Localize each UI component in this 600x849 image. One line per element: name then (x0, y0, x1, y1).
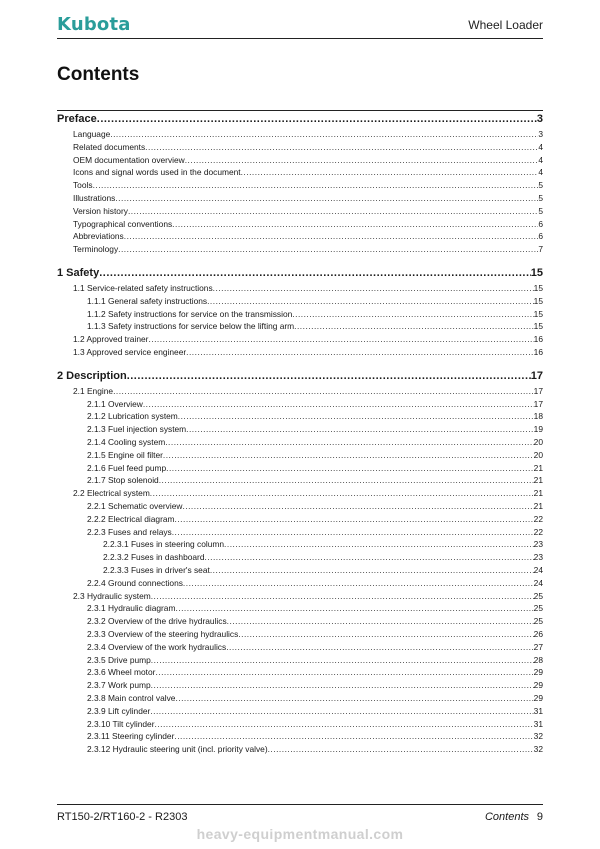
toc-entry[interactable] (73, 155, 543, 165)
toc-entry-page: 31 (533, 718, 543, 729)
toc-entry-title: 2.1.7 Stop solenoid (87, 475, 159, 486)
toc-entry-title: Preface (57, 113, 97, 125)
toc-entry-page: 4 (538, 154, 543, 165)
toc-entry-title: 2 Description (57, 369, 127, 382)
toc-entry-page: 3 (536, 113, 543, 125)
toc-entry-page: 15 (533, 308, 543, 319)
toc-entry-title: 2.3.12 Hydraulic steering unit (incl. priority valve) (87, 744, 268, 755)
toc-leader-dots (205, 552, 534, 562)
toc-entry-title: 1.1 Service-related safety instructions (73, 283, 213, 293)
toc-leader-dots (241, 167, 539, 177)
toc-entry[interactable] (73, 283, 543, 293)
toc-entry-page: 22 (533, 526, 543, 537)
toc-entry-page: 17 (530, 369, 543, 382)
toc-leader-dots (150, 706, 533, 716)
toc-entry-page: 15 (533, 321, 543, 332)
toc-entry[interactable] (103, 539, 543, 549)
toc-entry-page: 20 (533, 449, 543, 460)
page-header (57, 14, 543, 39)
toc-leader-dots (227, 616, 534, 626)
toc-entry[interactable] (57, 113, 543, 125)
watermark: heavy-equipmentmanual.com (196, 826, 404, 842)
toc-entry[interactable] (87, 411, 543, 421)
page-footer (57, 804, 543, 823)
toc-entry-title: 2.3.4 Overview of the work hydraulics (87, 641, 227, 652)
toc-leader-dots (238, 629, 533, 639)
toc-leader-dots (159, 475, 534, 485)
toc-entry[interactable] (73, 244, 543, 254)
toc-entry[interactable] (87, 719, 543, 729)
toc-leader-dots (292, 309, 533, 319)
footer-section: Contents (484, 811, 529, 823)
toc-entry-title: 2.2.3.3 Fuses in driver's seat (103, 565, 210, 575)
toc-entry[interactable] (73, 334, 543, 344)
toc-entry-title: Illustrations (73, 193, 116, 203)
toc-entry-title: Language (73, 129, 111, 139)
toc-entry[interactable] (103, 565, 543, 575)
toc-entry-page: 6 (538, 218, 543, 229)
toc-entry-title: 2.1 Engine (73, 385, 114, 396)
toc-entry-page: 17 (533, 385, 543, 396)
toc-entry-title: 1.2 Approved trainer (73, 334, 149, 345)
toc-entry-title: 2.1.3 Fuel injection system (87, 424, 187, 435)
toc-entry[interactable] (87, 680, 543, 690)
toc-entry[interactable] (73, 591, 543, 601)
toc-entry-title: 2.3 Hydraulic system (73, 590, 151, 601)
toc-entry-page: 16 (533, 347, 543, 357)
toc-entry[interactable] (87, 399, 543, 409)
toc-entry[interactable] (87, 424, 543, 434)
toc-entry-title: 2.2.1 Schematic overview (87, 501, 183, 511)
toc-entry[interactable] (87, 296, 543, 306)
toc-entry-title: 1 Safety (57, 267, 100, 279)
document-type: Wheel Loader (468, 18, 543, 32)
toc-entry[interactable] (73, 193, 543, 203)
toc-entry[interactable] (87, 578, 543, 588)
toc-entry[interactable] (87, 603, 543, 613)
toc-entry[interactable] (73, 206, 543, 216)
toc-leader-dots (115, 193, 538, 203)
toc-leader-dots (151, 680, 534, 690)
toc-entry-title: 2.1.2 Lubrication system (87, 411, 178, 422)
toc-entry-title: 1.3 Approved service engineer (73, 347, 187, 357)
toc-entry-page: 5 (538, 180, 543, 191)
toc-entry[interactable] (73, 488, 543, 498)
toc-leader-dots (150, 488, 534, 498)
toc-entry-page: 28 (533, 654, 543, 665)
toc-leader-dots (155, 719, 534, 729)
toc-entry-page: 4 (538, 167, 543, 178)
toc-leader-dots (93, 180, 539, 190)
toc-leader-dots (175, 603, 533, 613)
toc-entry-page: 18 (533, 411, 543, 422)
table-of-contents (57, 110, 543, 755)
toc-leader-dots (151, 591, 534, 601)
toc-entry-title: 2.2.2 Electrical diagram (87, 513, 175, 524)
toc-entry-page: 25 (533, 603, 543, 614)
toc-entry-title: 2.2.3.1 Fuses in steering column (103, 539, 225, 550)
toc-entry[interactable] (73, 180, 543, 190)
toc-leader-dots (213, 283, 534, 293)
toc-leader-dots (175, 693, 533, 703)
toc-leader-dots (186, 424, 534, 434)
toc-entry-title: 2.1.6 Fuel feed pump (87, 462, 167, 473)
toc-entry[interactable] (87, 309, 543, 319)
toc-entry-page: 15 (530, 267, 543, 279)
toc-entry[interactable] (73, 231, 543, 241)
toc-entry-page: 32 (533, 744, 543, 755)
toc-entry-title: 2.1.1 Overview (87, 398, 143, 409)
toc-entry-title: 2.3.9 Lift cylinder (87, 705, 151, 716)
toc-entry-title: 1.1.2 Safety instructions for service on the transmission (87, 308, 293, 319)
toc-leader-dots (182, 501, 533, 511)
toc-entry-page: 21 (533, 488, 543, 499)
toc-leader-dots (155, 667, 533, 677)
toc-leader-dots (151, 655, 534, 665)
toc-entry-page: 5 (538, 205, 543, 216)
toc-entry[interactable] (87, 501, 543, 511)
toc-entry-title: 2.2.4 Ground connections (87, 577, 183, 588)
toc-entry-page: 23 (533, 552, 543, 563)
toc-leader-dots (185, 155, 539, 165)
toc-entry[interactable] (87, 450, 543, 460)
toc-entry-title: 2.3.1 Hydraulic diagram (87, 603, 176, 614)
toc-leader-dots (174, 731, 533, 741)
toc-entry-page: 4 (538, 141, 543, 152)
toc-entry-title: Version history (73, 205, 128, 216)
toc-entry[interactable] (87, 655, 543, 665)
toc-leader-dots (110, 129, 538, 139)
toc-entry-page: 15 (533, 283, 543, 293)
toc-entry-title: 2.2.3 Fuses and relays (87, 526, 172, 537)
toc-leader-dots (172, 219, 538, 229)
toc-entry-page: 29 (533, 667, 543, 678)
toc-entry[interactable] (57, 267, 543, 279)
toc-entry-title: 2.3.5 Drive pump (87, 654, 151, 665)
toc-entry[interactable] (87, 731, 543, 741)
toc-leader-dots (210, 565, 534, 575)
toc-leader-dots (178, 411, 534, 421)
kubota-logo: Kubota (57, 14, 131, 35)
toc-entry[interactable] (87, 744, 543, 754)
toc-entry-title: 2.2.3.2 Fuses in dashboard (103, 552, 205, 563)
toc-leader-dots (143, 399, 534, 409)
toc-entry[interactable] (73, 167, 543, 177)
toc-entry[interactable] (73, 142, 543, 152)
toc-entry-page: 17 (533, 398, 543, 409)
toc-entry-page: 16 (533, 334, 543, 345)
toc-leader-dots (163, 450, 534, 460)
toc-entry-title: Abbreviations (73, 231, 124, 242)
toc-leader-dots (226, 642, 533, 652)
toc-entry[interactable] (87, 514, 543, 524)
toc-leader-dots (118, 244, 538, 254)
toc-entry-page: 24 (533, 565, 543, 575)
toc-entry[interactable] (87, 706, 543, 716)
toc-entry-page: 29 (533, 680, 543, 691)
toc-leader-dots (294, 321, 534, 331)
toc-entry-title: 1.1.1 General safety instructions (87, 295, 208, 306)
toc-entry[interactable] (103, 552, 543, 562)
toc-entry[interactable] (87, 321, 543, 331)
toc-entry-title: 2.1.4 Cooling system (87, 437, 166, 447)
toc-entry-page: 15 (533, 295, 543, 306)
toc-leader-dots (165, 437, 533, 447)
toc-entry-page: 25 (533, 616, 543, 627)
toc-entry[interactable] (87, 642, 543, 652)
toc-entry[interactable] (57, 370, 543, 382)
toc-leader-dots (124, 231, 539, 241)
toc-entry-page: 6 (538, 231, 543, 242)
toc-leader-dots (99, 267, 531, 279)
toc-entry[interactable] (87, 527, 543, 537)
toc-leader-dots (172, 527, 534, 537)
toc-entry-title: 2.1.5 Engine oil filter (87, 449, 163, 460)
toc-entry-page: 26 (533, 629, 543, 639)
footer-model: RT150-2/RT160-2 - R2303 (57, 811, 188, 823)
toc-entry-title: OEM documentation overview (73, 154, 185, 165)
toc-leader-dots (224, 539, 534, 549)
toc-entry-page: 21 (533, 501, 543, 511)
toc-entry-page: 19 (533, 424, 543, 435)
toc-leader-dots (145, 142, 538, 152)
toc-leader-dots (148, 334, 533, 344)
toc-entry-title: 1.1.3 Safety instructions for service below the lifting arm (87, 321, 295, 332)
toc-leader-dots (268, 744, 534, 754)
toc-entry-title: Typographical conventions (73, 218, 173, 229)
toc-entry[interactable] (73, 129, 543, 139)
toc-entry-page: 23 (533, 539, 543, 550)
toc-entry-page: 5 (538, 193, 543, 203)
toc-entry-page: 7 (538, 244, 543, 255)
toc-leader-dots (166, 463, 534, 473)
toc-entry-title: 2.3.3 Overview of the steering hydraulics (87, 629, 239, 639)
toc-entry-page: 24 (533, 577, 543, 588)
toc-entry-page: 25 (533, 590, 543, 601)
toc-entry-page: 22 (533, 513, 543, 524)
toc-entry-title: 2.3.10 Tilt cylinder (87, 718, 155, 729)
toc-entry-page: 20 (533, 437, 543, 447)
toc-entry[interactable] (87, 629, 543, 639)
toc-entry[interactable] (87, 437, 543, 447)
toc-entry-page: 29 (533, 693, 543, 703)
toc-entry-page: 27 (533, 641, 543, 652)
toc-leader-dots (127, 370, 531, 382)
footer-page-number: 9 (536, 811, 543, 823)
toc-entry-title: Icons and signal words used in the document (73, 167, 241, 178)
toc-leader-dots (186, 347, 534, 357)
toc-entry[interactable] (73, 347, 543, 357)
toc-entry-title: 2.3.7 Work pump (87, 680, 151, 691)
toc-leader-dots (207, 296, 534, 306)
toc-entry[interactable] (87, 693, 543, 703)
toc-leader-dots (113, 386, 534, 396)
toc-entry-title: 2.3.8 Main control valve (87, 693, 176, 703)
toc-entry-title: 2.3.11 Steering cylinder (87, 731, 175, 742)
toc-entry-page: 3 (538, 129, 543, 139)
toc-entry[interactable] (87, 616, 543, 626)
toc-entry-page: 32 (533, 731, 543, 742)
toc-entry[interactable] (87, 463, 543, 473)
toc-entry-title: 2.3.6 Wheel motor (87, 667, 156, 678)
page-title: Contents (57, 64, 140, 85)
toc-entry-title: Terminology (73, 244, 119, 255)
toc-entry-title: 2.3.2 Overview of the drive hydraulics (87, 616, 227, 627)
toc-entry-page: 21 (533, 462, 543, 473)
toc-entry-page: 31 (533, 705, 543, 716)
toc-entry[interactable] (87, 475, 543, 485)
toc-entry-title: 2.2 Electrical system (73, 488, 150, 499)
toc-entry-title: Related documents (73, 141, 146, 152)
toc-leader-dots (97, 113, 537, 125)
toc-leader-dots (128, 206, 538, 216)
toc-entry-title: Tools (73, 180, 93, 191)
toc-entry[interactable] (73, 219, 543, 229)
toc-leader-dots (183, 578, 534, 588)
toc-leader-dots (175, 514, 534, 524)
toc-entry[interactable] (73, 386, 543, 396)
toc-entry[interactable] (87, 667, 543, 677)
toc-entry-page: 21 (533, 475, 543, 486)
